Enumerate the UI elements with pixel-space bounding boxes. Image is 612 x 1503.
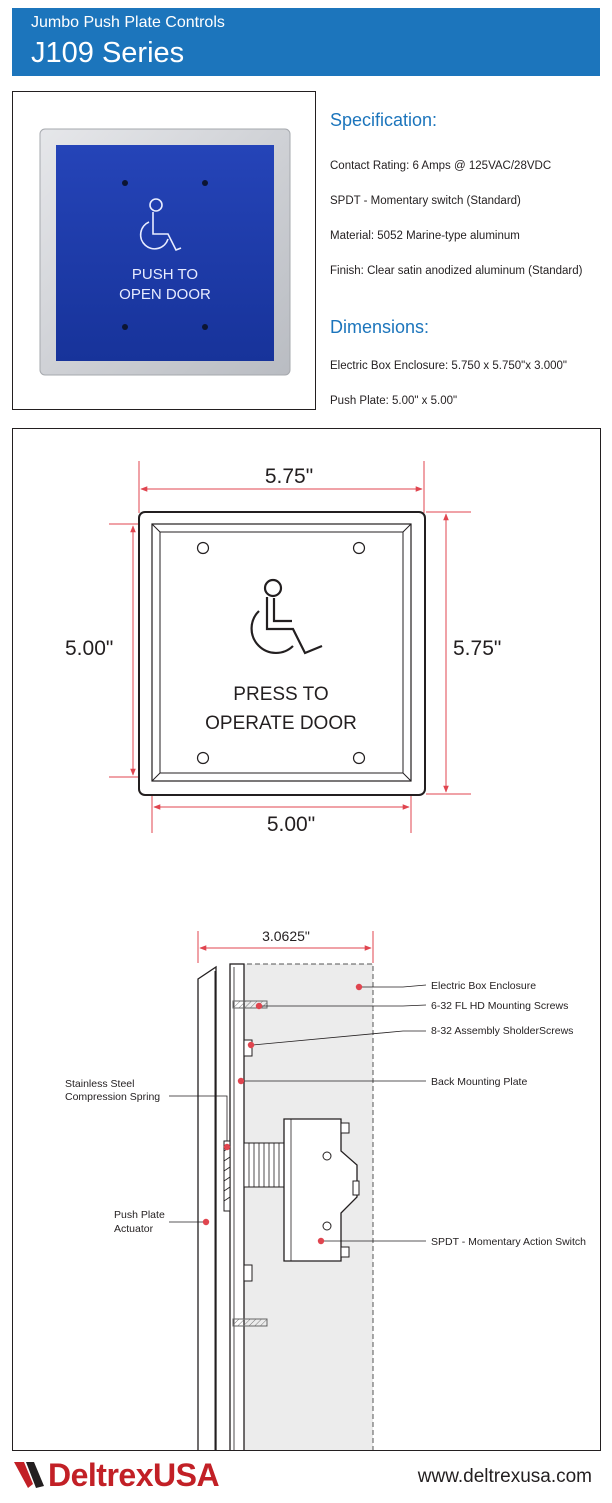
label-spring-line2: Compression Spring — [65, 1091, 161, 1103]
technical-drawing-frame — [12, 428, 601, 1451]
back-mounting-plate — [230, 964, 244, 1450]
dim-bottom-label: 5.00" — [266, 813, 316, 836]
push-plate-actuator — [198, 967, 216, 1450]
blue-push-plate — [56, 145, 274, 361]
specification-section — [330, 110, 600, 407]
header-banner — [12, 8, 600, 76]
spec-item: Finish: Clear satin anodized aluminum (Standard) — [330, 265, 583, 277]
label-switch: SPDT - Momentary Action Switch — [431, 1236, 587, 1248]
spec-item: SPDT - Momentary switch (Standard) — [330, 195, 521, 207]
product-photo-frame — [12, 91, 316, 410]
brand-name: DeltrexUSA — [48, 1456, 220, 1493]
spec-item: Material: 5052 Marine-type aluminum — [330, 230, 520, 242]
mounting-screw — [233, 1319, 267, 1326]
photo-text-line2: OPEN DOOR — [119, 286, 211, 303]
front-view — [65, 461, 501, 836]
side-view — [65, 928, 586, 1450]
header-subtitle: Jumbo Push Plate Controls — [31, 14, 225, 31]
label-actuator-line2: Actuator — [114, 1223, 154, 1235]
specification-heading: Specification: — [330, 110, 438, 130]
dimension-item: Electric Box Enclosure: 5.750 x 5.750"x 3.000" — [330, 360, 568, 372]
deltrex-logo-icon — [14, 1460, 48, 1490]
label-actuator-line1: Push Plate — [114, 1209, 165, 1221]
label-back-plate: Back Mounting Plate — [431, 1076, 528, 1088]
label-mounting-screws: 6-32 FL HD Mounting Screws — [431, 1000, 569, 1012]
header-title: J109 Series — [31, 37, 185, 69]
dimensions-heading: Dimensions: — [330, 317, 430, 337]
dim-right-label: 5.75" — [453, 637, 502, 660]
product-photo — [13, 92, 315, 409]
technical-drawings — [13, 429, 600, 1450]
website-url[interactable]: www.deltrexusa.com — [417, 1466, 592, 1487]
photo-text-line1: PUSH TO — [131, 266, 199, 283]
shoulder-screw — [244, 1265, 252, 1281]
label-enclosure: Electric Box Enclosure — [431, 980, 537, 992]
dim-top-label: 5.75" — [264, 465, 314, 488]
dim-left-label: 5.00" — [65, 637, 114, 660]
label-assembly-screws: 8-32 Assembly SholderScrews — [431, 1025, 574, 1037]
spec-item: Contact Rating: 6 Amps @ 125VAC/28VDC — [330, 160, 552, 172]
front-plate-line2: OPERATE DOOR — [205, 713, 357, 734]
brand-logo — [14, 1457, 219, 1493]
front-plate-line1: PRESS TO — [233, 684, 329, 705]
label-spring-line1: Stainless Steel — [65, 1078, 135, 1090]
dimension-item: Push Plate: 5.00" x 5.00" — [330, 395, 458, 407]
enclosure-outline — [139, 512, 425, 795]
dim-depth-label: 3.0625" — [262, 928, 310, 944]
